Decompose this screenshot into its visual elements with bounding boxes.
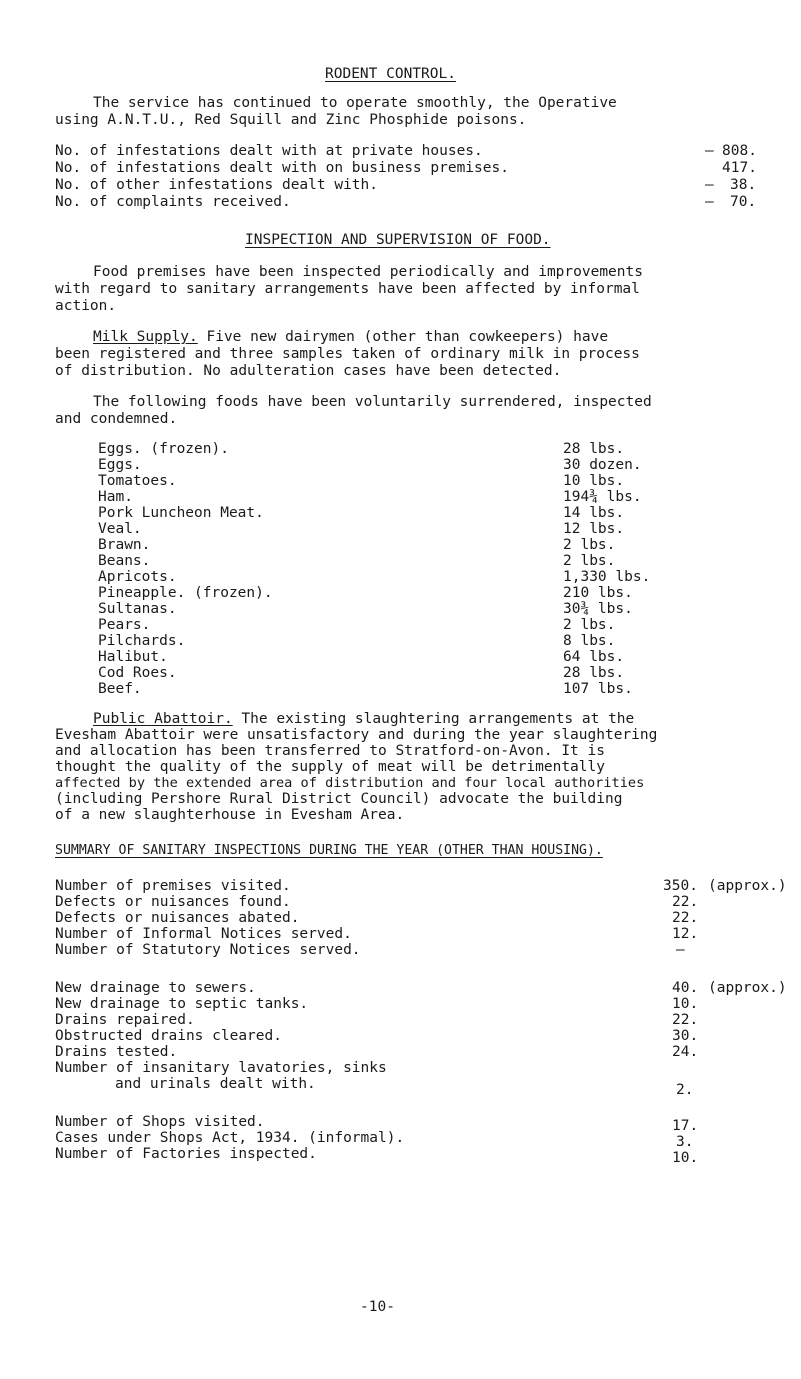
summary-note: (approx.) — [708, 980, 787, 996]
food-item-name: Pork Luncheon Meat. — [98, 505, 264, 521]
food-item-qty: 64 lbs. — [563, 649, 625, 665]
rodent-stat-label: No. of infestations dealt with at private houses. — [55, 143, 483, 159]
abattoir-text: The existing slaughtering arrangements at the — [232, 711, 635, 727]
food-item-name: Eggs. — [98, 457, 142, 473]
food-item-name: Veal. — [98, 521, 142, 537]
summary-label: Number of Shops visited. — [55, 1114, 265, 1130]
abattoir-label: Public Abattoir. — [93, 711, 233, 727]
summary-value: 2. — [676, 1082, 694, 1098]
summary-label: Defects or nuisances abated. — [55, 910, 300, 926]
abattoir-line-7: of a new slaughterhouse in Evesham Area. — [55, 807, 405, 823]
summary-value: 24. — [672, 1044, 699, 1060]
summary-value: 22. — [672, 1012, 699, 1028]
summary-note: (approx.) — [708, 878, 787, 894]
food-item-qty: 2 lbs. — [563, 617, 616, 633]
rodent-intro-line-2: using A.N.T.U., Red Squill and Zinc Phosphide poisons. — [55, 112, 527, 128]
food-para-line-1: Food premises have been inspected periodically and improvements — [93, 264, 643, 280]
summary-label: New drainage to sewers. — [55, 980, 256, 996]
food-para-line-2: with regard to sanitary arrangements have been affected by informal — [55, 281, 640, 297]
food-item-name: Cod Roes. — [98, 665, 177, 681]
summary-value: 22. — [672, 910, 699, 926]
food-item-name: Apricots. — [98, 569, 177, 585]
food-item-qty: 10 lbs. — [563, 473, 625, 489]
surrendered-line-2: and condemned. — [55, 411, 178, 427]
food-item-qty: 2 lbs. — [563, 537, 616, 553]
abattoir-line-3: and allocation has been transferred to Stratford-on-Avon. It is — [55, 743, 605, 759]
food-item-name: Pears. — [98, 617, 151, 633]
dash-mark: – — [705, 194, 714, 210]
food-item-qty: 30 dozen. — [563, 457, 642, 473]
summary-value: 30. — [672, 1028, 699, 1044]
milk-supply-line-2: been registered and three samples taken of ordinary milk in process — [55, 346, 640, 362]
rodent-stat-label: No. of other infestations dealt with. — [55, 177, 379, 193]
summary-value: 12. — [672, 926, 699, 942]
summary-label: Drains repaired. — [55, 1012, 195, 1028]
food-item-name: Tomatoes. — [98, 473, 177, 489]
milk-supply-line-1 — [93, 329, 608, 345]
rodent-stat-value: 70. — [730, 194, 757, 210]
abattoir-line-1 — [93, 711, 634, 727]
food-item-name: Beef. — [98, 681, 142, 697]
food-item-qty: 28 lbs. — [563, 441, 625, 457]
food-item-qty: 8 lbs. — [563, 633, 616, 649]
summary-label: Number of insanitary lavatories, sinks — [55, 1060, 387, 1076]
summary-label: Defects or nuisances found. — [55, 894, 291, 910]
summary-value: 10. — [672, 1150, 699, 1166]
dash-mark: – — [705, 143, 714, 159]
food-item-name: Beans. — [98, 553, 151, 569]
food-item-qty: 210 lbs. — [563, 585, 633, 601]
milk-supply-text: Five new dairymen (other than cowkeepers) have — [197, 329, 609, 345]
abattoir-line-2: Evesham Abattoir were unsatisfactory and during the year slaughtering — [55, 727, 658, 743]
food-para-line-3: action. — [55, 298, 117, 314]
dash-mark: – — [705, 177, 714, 193]
summary-label: Drains tested. — [55, 1044, 178, 1060]
food-item-name: Eggs. (frozen). — [98, 441, 229, 457]
surrendered-line-1: The following foods have been voluntarily surrendered, inspected — [93, 394, 652, 410]
food-item-qty: 30¾ lbs. — [563, 601, 633, 617]
summary-value: – — [676, 942, 685, 958]
rodent-control-heading: RODENT CONTROL. — [325, 66, 456, 82]
food-item-qty: 107 lbs. — [563, 681, 633, 697]
milk-supply-label: Milk Supply. — [93, 329, 198, 345]
food-item-name: Halibut. — [98, 649, 168, 665]
summary-label: Cases under Shops Act, 1934. (informal). — [55, 1130, 405, 1146]
summary-value: 3. — [676, 1134, 694, 1150]
food-item-name: Pilchards. — [98, 633, 186, 649]
food-item-qty: 12 lbs. — [563, 521, 625, 537]
rodent-intro-line-1: The service has continued to operate smoothly, the Operative — [93, 95, 617, 111]
summary-label: Number of Informal Notices served. — [55, 926, 352, 942]
food-item-qty: 2 lbs. — [563, 553, 616, 569]
milk-supply-line-3: of distribution. No adulteration cases have been detected. — [55, 363, 562, 379]
food-item-qty: 14 lbs. — [563, 505, 625, 521]
abattoir-line-4: thought the quality of the supply of meat will be detrimentally — [55, 759, 605, 775]
summary-value: 350. — [663, 878, 698, 894]
food-inspection-heading: INSPECTION AND SUPERVISION OF FOOD. — [245, 232, 551, 248]
food-item-name: Pineapple. (frozen). — [98, 585, 273, 601]
summary-value: 10. — [672, 996, 699, 1012]
page-number: -10- — [360, 1299, 395, 1315]
rodent-stat-label: No. of infestations dealt with on business premises. — [55, 160, 509, 176]
food-item-qty: 1,330 lbs. — [563, 569, 651, 585]
summary-value: 17. — [672, 1118, 699, 1134]
rodent-stat-value: 808. — [722, 143, 757, 159]
food-item-qty: 194¾ lbs. — [563, 489, 642, 505]
summary-label: Number of Statutory Notices served. — [55, 942, 361, 958]
summary-label: Number of premises visited. — [55, 878, 291, 894]
rodent-stat-value: 417. — [722, 160, 757, 176]
summary-value: 22. — [672, 894, 699, 910]
abattoir-line-6: (including Pershore Rural District Council) advocate the building — [55, 791, 623, 807]
food-item-qty: 28 lbs. — [563, 665, 625, 681]
summary-label: New drainage to septic tanks. — [55, 996, 309, 1012]
summary-label: Number of Factories inspected. — [55, 1146, 317, 1162]
summary-heading: SUMMARY OF SANITARY INSPECTIONS DURING THE YEAR (OTHER THAN HOUSING). — [55, 843, 603, 858]
food-item-name: Brawn. — [98, 537, 151, 553]
summary-label: and urinals dealt with. — [115, 1076, 316, 1092]
abattoir-line-5: affected by the extended area of distribution and four local authorities — [55, 775, 645, 791]
rodent-stat-value: 38. — [730, 177, 757, 193]
summary-label: Obstructed drains cleared. — [55, 1028, 282, 1044]
rodent-stat-label: No. of complaints received. — [55, 194, 291, 210]
food-item-name: Ham. — [98, 489, 133, 505]
food-item-name: Sultanas. — [98, 601, 177, 617]
summary-value: 40. — [672, 980, 699, 996]
